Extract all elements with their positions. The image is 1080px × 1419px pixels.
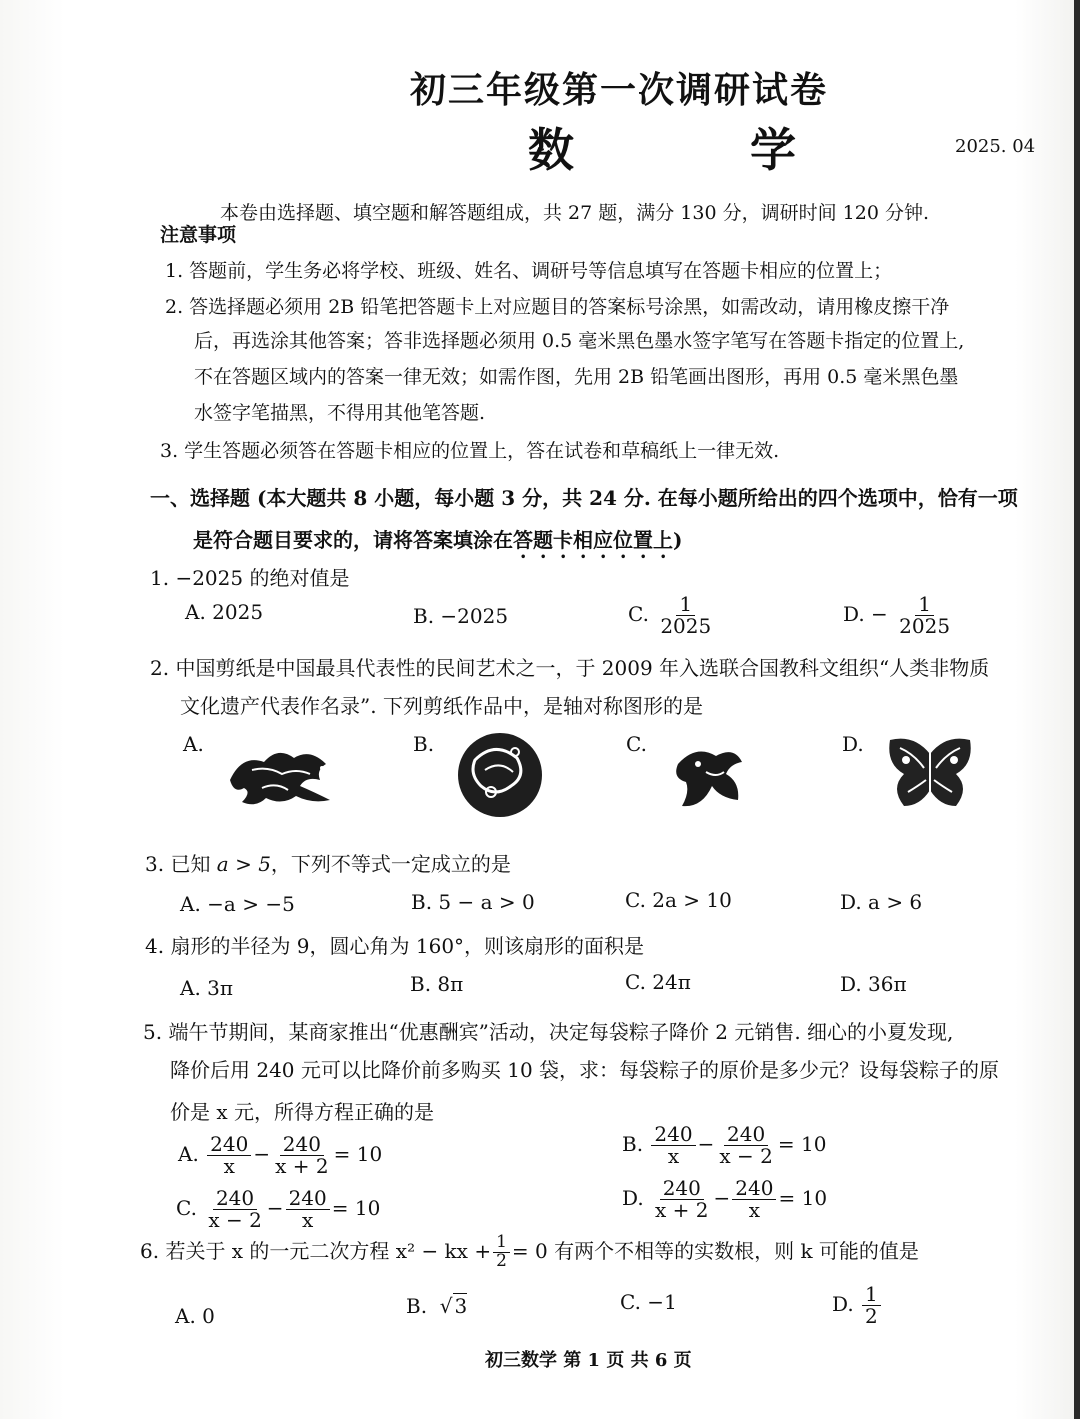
q5-a-frac-1 <box>207 1134 251 1177</box>
question-5-stem-line-3: 价是 x 元，所得方程正确的是 <box>170 1100 434 1124</box>
q6-option-b: B. √ 3 <box>406 1294 468 1318</box>
q1-d-fraction <box>896 594 953 637</box>
q3-option-d: D. a > 6 <box>840 890 923 914</box>
q5-b-frac-2 <box>716 1124 775 1167</box>
q4-option-b: B. 8π <box>410 972 464 996</box>
q5-c-frac-2 <box>286 1188 330 1231</box>
question-6-stem <box>140 1234 919 1271</box>
q5-b-n1: 240 <box>651 1124 695 1146</box>
q3-option-a: A. −a > −5 <box>180 892 295 916</box>
q5-b-rhs: = 10 <box>777 1132 827 1156</box>
q5-b-frac-1 <box>651 1124 695 1167</box>
q2-option-a-label: A. <box>183 732 204 756</box>
page-footer: 初三数学 第 1 页 共 6 页 <box>485 1350 692 1371</box>
note-item-2-cont-3: 水签字笔描黑，不得用其他笔答题. <box>194 402 486 424</box>
q5-a-rhs: = 10 <box>333 1142 383 1166</box>
q5-b-label: B. <box>622 1132 644 1156</box>
q5-d-frac-2 <box>732 1178 776 1221</box>
round-papercut-image <box>455 730 545 820</box>
q5-c-d1: x − 2 <box>208 1208 262 1232</box>
q4-option-a: A. 3π <box>180 976 234 1000</box>
q5-c-rhs: = 10 <box>331 1196 381 1220</box>
q5-a-n1: 240 <box>207 1134 251 1156</box>
q5-d-minus: − <box>713 1186 731 1210</box>
q3-option-c: C. 2a > 10 <box>625 888 732 912</box>
q1-option-c <box>628 594 716 637</box>
q6-option-d <box>832 1284 883 1327</box>
q6-fraction <box>493 1234 510 1271</box>
q5-d-label: D. <box>622 1186 644 1210</box>
q5-c-minus: − <box>266 1196 284 1220</box>
q5-b-n2: 240 <box>724 1124 768 1146</box>
q5-d-n1: 240 <box>660 1178 704 1200</box>
q5-b-d1: x <box>667 1144 680 1168</box>
q1-option-d <box>843 594 955 637</box>
q5-c-d2: x <box>302 1208 314 1232</box>
q6-stem-pre: 6. 若关于 x 的一元二次方程 x² − kx + <box>140 1238 492 1263</box>
q6-d-label: D. <box>832 1292 854 1316</box>
question-3-stem <box>145 848 511 877</box>
q6-b-label: B. <box>406 1294 428 1318</box>
section-1-heading: 一、选择题 (本大题共 8 小题，每小题 3 分，共 24 分. 在每小题所给出的四个选项中，恰有一项 <box>150 486 1018 510</box>
q1-c-fraction <box>657 594 714 637</box>
q6-option-c: C. −1 <box>620 1290 677 1314</box>
question-2-stem-line-1: 2. 中国剪纸是中国最具代表性的民间艺术之一，于 2009 年入选联合国教科文组织“人类非物质 <box>150 656 990 680</box>
dragon-papercut-image <box>222 740 338 812</box>
question-5-stem-line-2: 降价后用 240 元可以比降价前多购买 10 袋，求：每袋粽子的原价是多少元？设每袋粽子的原 <box>170 1058 1000 1082</box>
q1-d-den: 2025 <box>899 614 951 638</box>
section-1-instruction <box>193 524 682 563</box>
note-item-2: 2. 答选择题必须用 2B 铅笔把答题卡上对应题目的答案标号涂黑，如需改动，请用橡皮擦干净 <box>165 296 950 318</box>
q5-a-n2: 240 <box>280 1134 324 1156</box>
instruction-emphasis: 答题卡相应位置上 <box>513 528 673 552</box>
note-item-2-cont-1: 后，再选涂其他答案；答非选择题必须用 0.5 毫米黑色墨水签字笔写在答题卡指定的位置上, <box>194 330 965 352</box>
q5-option-a <box>178 1134 382 1177</box>
q3-condition: a > 5 <box>216 852 271 876</box>
q5-c-n1: 240 <box>213 1188 257 1210</box>
subject-title: 数 学 <box>528 123 877 177</box>
q3-option-b: B. 5 − a > 0 <box>411 890 535 914</box>
exam-title: 初三年级第一次调研试卷 <box>410 69 829 111</box>
q1-d-num: 1 <box>915 594 934 616</box>
q6-frac-num: 1 <box>493 1234 510 1253</box>
q6-stem-post: = 0 有两个不相等的实数根，则 k 可能的值是 <box>511 1238 919 1263</box>
q1-c-label: C. <box>628 602 649 626</box>
scan-edge <box>1074 0 1080 1419</box>
q5-d-d2: x <box>748 1198 761 1222</box>
q1-d-label: D. − <box>843 602 888 626</box>
question-2-stem-line-2: 文化遗产代表作名录”. 下列剪纸作品中，是轴对称图形的是 <box>180 694 703 718</box>
q3-stem-post: ，下列不等式一定成立的是 <box>270 852 511 876</box>
exam-date: 2025. 04 <box>955 136 1036 157</box>
instruction-close: ) <box>673 528 683 552</box>
q6-d-fraction <box>862 1284 881 1327</box>
q5-c-label: C. <box>176 1196 197 1220</box>
q5-a-label: A. <box>178 1142 199 1166</box>
q2-option-b-label: B. <box>413 732 435 756</box>
q5-d-rhs: = 10 <box>778 1186 828 1210</box>
q5-b-minus: − <box>697 1132 715 1156</box>
q1-c-den: 2025 <box>660 614 712 638</box>
q5-c-n2: 240 <box>286 1188 330 1210</box>
question-5-stem-line-1: 5. 端午节期间，某商家推出“优惠酬宾”活动，决定每袋粽子降价 2 元销售. 细心的小夏发现, <box>143 1020 954 1044</box>
fish-papercut-image <box>668 742 748 812</box>
note-item-1: 1. 答题前，学生务必将学校、班级、姓名、调研号等信息填写在答题卡相应的位置上； <box>165 260 893 282</box>
q1-option-a: A. 2025 <box>185 600 264 624</box>
q5-d-n2: 240 <box>732 1178 776 1200</box>
q5-d-d1: x + 2 <box>655 1198 709 1222</box>
q6-option-a: A. 0 <box>175 1304 215 1328</box>
q4-option-d: D. 36π <box>840 972 907 996</box>
q5-d-frac-1 <box>652 1178 711 1221</box>
notes-heading: 注意事项 <box>160 224 237 246</box>
q6-b-radicand: 3 <box>454 1294 468 1318</box>
q4-option-c: C. 24π <box>625 970 691 994</box>
q5-a-d1: x <box>223 1154 235 1178</box>
q1-option-b: B. −2025 <box>413 604 509 628</box>
q5-b-d2: x − 2 <box>719 1144 773 1168</box>
q2-option-d-label: D. <box>842 732 864 756</box>
q5-a-minus: − <box>253 1142 271 1166</box>
q6-d-num: 1 <box>862 1284 881 1306</box>
q3-stem-pre: 3. 已知 <box>145 852 217 876</box>
q5-option-d <box>622 1178 827 1221</box>
q1-c-num: 1 <box>676 594 695 616</box>
instruction-text: 是符合题目要求的，请将答案填涂在 <box>193 528 513 552</box>
q5-a-frac-2 <box>272 1134 331 1177</box>
question-1-stem: 1. −2025 的绝对值是 <box>150 566 350 590</box>
note-item-2-cont-2: 不在答题区域内的答案一律无效；如需作图，先用 2B 铅笔画出图形，再用 0.5 毫米黑色墨 <box>194 366 959 388</box>
q6-frac-den: 2 <box>496 1250 507 1271</box>
q5-c-frac-1 <box>205 1188 264 1231</box>
q5-a-d2: x + 2 <box>275 1154 329 1178</box>
q2-option-c-label: C. <box>626 732 647 756</box>
q6-d-den: 2 <box>865 1304 878 1328</box>
intro-text: 本卷由选择题、填空题和解答题组成，共 27 题，满分 130 分，调研时间 120 分钟. <box>220 202 929 224</box>
butterfly-papercut-image <box>884 734 976 814</box>
q5-option-b <box>622 1124 826 1167</box>
question-4-stem: 4. 扇形的半径为 9，圆心角为 160°，则该扇形的面积是 <box>145 934 645 958</box>
q5-option-c <box>176 1188 380 1231</box>
note-item-3: 3. 学生答题必须答在答题卡相应的位置上，答在试卷和草稿纸上一律无效. <box>160 440 780 462</box>
